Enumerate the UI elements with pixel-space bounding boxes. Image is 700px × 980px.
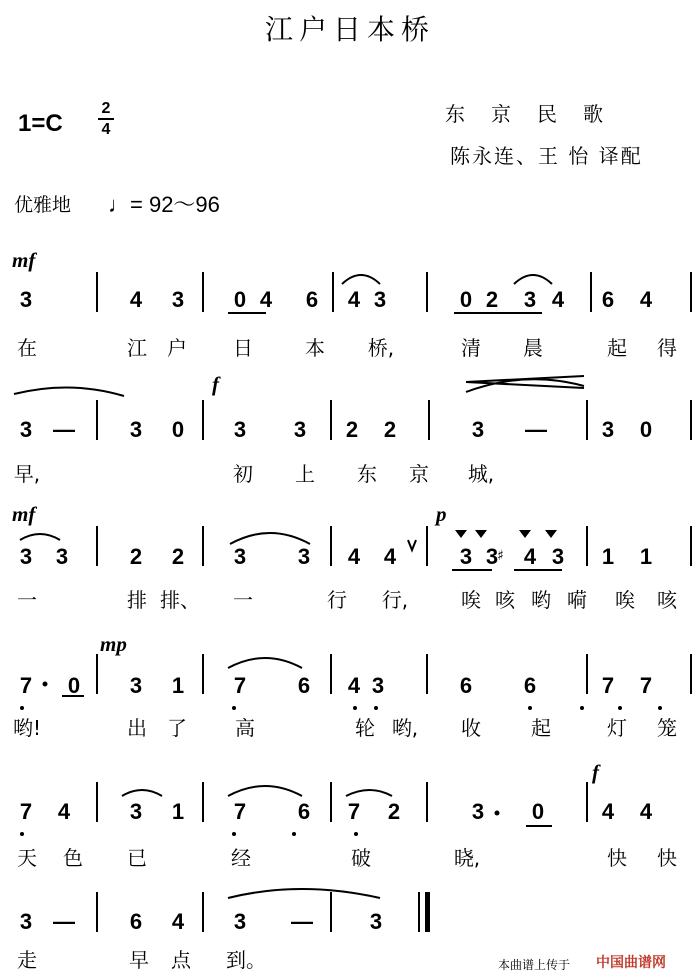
note: 2 — [485, 287, 499, 312]
note: 3 — [129, 799, 143, 824]
lyric: 收 — [461, 716, 481, 740]
lyric: 唉 — [461, 588, 481, 612]
note: 0 — [459, 287, 473, 312]
tie — [228, 889, 380, 898]
lyric: 城, — [467, 462, 495, 486]
lyric: 嗬 — [567, 588, 587, 612]
tie — [230, 533, 310, 544]
note: 0 — [171, 417, 185, 442]
note: 3 — [19, 544, 33, 569]
lyric: 早 — [129, 948, 149, 972]
note: 6 — [459, 673, 473, 698]
tie — [20, 534, 60, 540]
note: 3 — [471, 799, 485, 824]
breath-mark — [408, 540, 416, 550]
lyric: 初 — [233, 462, 253, 486]
svg-text:♯: ♯ — [497, 548, 504, 564]
note: 4 — [523, 544, 537, 569]
note: 3 — [471, 417, 485, 442]
note: — — [525, 417, 547, 442]
footer-upload-text: 本曲谱上传于 — [498, 958, 571, 972]
lyric: 灯 — [607, 716, 627, 740]
note: 4 — [639, 799, 653, 824]
note: 4 — [383, 544, 397, 569]
note: 2 — [345, 417, 359, 442]
note: 3 — [19, 287, 33, 312]
lyric: 经 — [231, 846, 251, 870]
note: 3 — [371, 673, 385, 698]
lyric: 在 — [17, 336, 37, 360]
note: 4 — [259, 287, 273, 312]
note: 4 — [601, 799, 615, 824]
note: 7 — [19, 799, 33, 824]
note: 6 — [297, 799, 311, 824]
note: — — [53, 909, 75, 934]
note: 3 — [129, 417, 143, 442]
lyric: 户 — [167, 336, 187, 360]
tie — [346, 790, 392, 796]
note: 6 — [523, 673, 537, 698]
lyric: 得 — [657, 336, 677, 360]
lyric: 了 — [167, 716, 187, 740]
lyric: 咳 — [657, 588, 677, 612]
note: 3 — [485, 544, 499, 569]
note: 1 — [171, 673, 185, 698]
lyric: 桥, — [367, 336, 395, 360]
note: 3 — [233, 417, 247, 442]
note: 0 — [233, 287, 247, 312]
lyric: 走 — [17, 948, 37, 972]
note: 7 — [19, 673, 33, 698]
note: 6 — [297, 673, 311, 698]
note: 3 — [373, 287, 387, 312]
lyric: 京 — [409, 462, 429, 486]
tempo-bpm: ♩= 92～96 — [108, 192, 220, 217]
lyric: 上 — [295, 462, 315, 486]
origin-credit: 东京民歌 — [445, 102, 629, 126]
lyric: 本 — [305, 336, 325, 360]
note: 4 — [639, 287, 653, 312]
note: 3 — [19, 417, 33, 442]
lyric: 哟 — [531, 588, 551, 612]
lyric: 出 — [127, 716, 147, 740]
score-title: 江户日本桥 — [264, 13, 435, 46]
note: 0 — [531, 799, 545, 824]
note: 3 — [233, 909, 247, 934]
tie — [342, 275, 380, 284]
note: 4 — [171, 909, 185, 934]
site-logo: 中国曲谱网 — [596, 955, 666, 971]
note: 3 — [129, 673, 143, 698]
note: — — [53, 417, 75, 442]
lyric: 天 — [17, 846, 37, 870]
note: 4 — [57, 799, 71, 824]
lyric: 早, — [13, 462, 41, 486]
lyric: 快 — [607, 846, 627, 870]
lyric: 行 — [327, 588, 347, 612]
translator-credit: 陈永连、王 怡 译配 — [450, 144, 643, 168]
dynamic-f-1: f — [212, 372, 219, 396]
lyric: 哟! — [12, 716, 42, 740]
note: 7 — [601, 673, 615, 698]
tie — [122, 790, 162, 796]
tie — [228, 658, 302, 668]
note: 3 — [369, 909, 383, 934]
note: 3 — [601, 417, 615, 442]
lyric: 到。 — [226, 948, 266, 972]
tie — [514, 275, 552, 284]
note: 6 — [129, 909, 143, 934]
note: 7 — [233, 799, 247, 824]
time-sig-bottom: 4 — [101, 121, 111, 138]
note: 2 — [383, 417, 397, 442]
note: 0 — [639, 417, 653, 442]
lyric: 江 — [127, 336, 147, 360]
note: 1 — [171, 799, 185, 824]
lyric: 咳 — [495, 588, 515, 612]
lyric: 笼 — [657, 716, 677, 740]
lyric: 排 — [127, 588, 147, 612]
note: 6 — [601, 287, 615, 312]
note: 3 — [19, 909, 33, 934]
note: 3 — [459, 544, 473, 569]
lyric: 快 — [657, 846, 677, 870]
note: 7 — [347, 799, 361, 824]
note: 3 — [233, 544, 247, 569]
tie — [228, 786, 302, 796]
note: 4 — [129, 287, 143, 312]
dynamic-p: p — [436, 502, 447, 526]
time-sig-top: 2 — [101, 100, 111, 117]
note: 3 — [293, 417, 307, 442]
note: 3 — [523, 287, 537, 312]
note: 3 — [55, 544, 69, 569]
key-signature: 1=C — [18, 110, 63, 137]
lyric: 起 — [607, 336, 627, 360]
note: 4 — [347, 287, 361, 312]
lyric: 晨 — [523, 336, 543, 360]
dynamic-mf-2: mf — [12, 502, 36, 526]
dynamic-mp: mp — [100, 632, 127, 656]
lyric: 唉 — [615, 588, 635, 612]
note: 4 — [551, 287, 565, 312]
note: 1 — [601, 544, 615, 569]
lyric: 排、 — [160, 588, 200, 612]
note: 7 — [233, 673, 247, 698]
note: 2 — [171, 544, 185, 569]
dynamic-f-2: f — [592, 760, 599, 784]
lyric: 起 — [531, 716, 551, 740]
lyric: 清 — [461, 336, 481, 360]
lyric: 哟, — [391, 716, 419, 740]
lyric: 色 — [63, 846, 83, 870]
note: 6 — [305, 287, 319, 312]
dynamic-mf-1: mf — [12, 248, 36, 272]
tie — [14, 387, 124, 396]
lyric: 一 — [233, 588, 253, 612]
note: 2 — [129, 544, 143, 569]
note: 1 — [639, 544, 653, 569]
lyric: 行, — [381, 588, 409, 612]
lyric: 日 — [233, 336, 253, 360]
note: 4 — [347, 544, 361, 569]
note: — — [291, 909, 313, 934]
note: 7 — [639, 673, 653, 698]
tempo-marking: 优雅地 — [14, 194, 72, 216]
lyric: 东 — [357, 462, 377, 486]
lyric: 晓, — [453, 846, 481, 870]
note: 0 — [67, 673, 81, 698]
note: 4 — [347, 673, 361, 698]
lyric: 高 — [235, 716, 255, 740]
note: 3 — [171, 287, 185, 312]
lyric: 已 — [127, 846, 147, 870]
note: 3 — [551, 544, 565, 569]
lyric: 破 — [351, 846, 371, 870]
lyric: 一 — [17, 588, 37, 612]
lyric: 点 — [171, 948, 191, 972]
note: 3 — [297, 544, 311, 569]
lyric: 轮 — [355, 716, 375, 740]
note: 2 — [387, 799, 401, 824]
